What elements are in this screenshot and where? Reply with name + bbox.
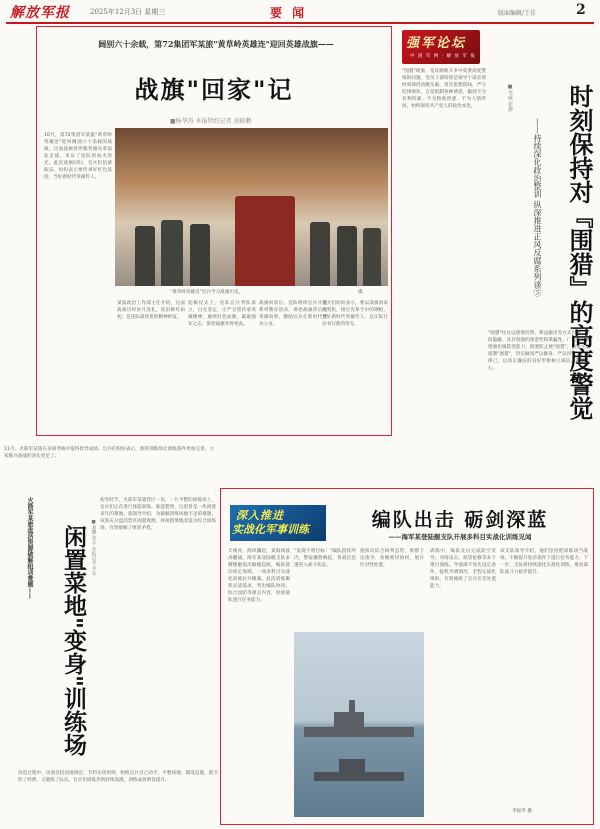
top-article-photo[interactable] (115, 128, 388, 286)
soldier-figure (161, 220, 183, 286)
top-article-column: 某旅政治工作部主任介绍，这面战旗历经岁月洗礼，依旧鲜红如初，是连队最珍贵的精神财富。 (117, 301, 185, 320)
photo-caption: "黄草岭英雄连"官兵学习战旗历史。 (170, 290, 244, 295)
left-article-headline[interactable]: 闲置菜地"变身"训练场 (60, 525, 86, 756)
top-article-column: 官兵们纷纷表示，要以战旗回家为契机，接过先辈手中的钢枪，当好新时代英雄传人，以实际行动书写新的荣光。 (322, 301, 388, 327)
bottom-article-column: 训练中，编队先后完成防空反导、对海攻击、损管抢修等多个课目演练。导演部不预先设定条件，临机导调情况，全程实战化组织，有效锤炼了官兵应急处置能力。 (430, 549, 496, 589)
ship-hull (304, 727, 414, 737)
soldier-figure (310, 222, 330, 286)
forum-title: 强军论坛 (406, 36, 467, 51)
left-article-byline: ■刘鹏 张宇 本报记者 李东 (91, 520, 96, 576)
left-article-body: 改造过程中，该旅坚持因地制宜、节约实用原则，组织官兵自己动手，平整场地、铺设设施，既节约了经费，又锻炼了队伍，官兵们训练热情持续高涨，训练成效明显提升。 (18, 771, 218, 783)
soldier-figure (135, 226, 155, 286)
top-article-headline[interactable]: 战旗"回家"记 (134, 76, 294, 104)
bottom-article-column: 该支队领导介绍，他们坚持把训练场当战场，不断提升复杂条件下遂行任务能力。下一步，支队将持续深化实战化训练，推动部队战斗力稳步提升。 (500, 549, 588, 575)
page-number: 2 (576, 2, 586, 18)
photo-source: 李振华 摄 (512, 809, 532, 814)
top-article-kicker: 阔别六十余载，第72集团军某旅"黄草岭英雄连"迎回英雄战旗—— (98, 39, 334, 49)
bottom-article-column: 天刚亮，海风骤起，某海域波涛翻涌。海军某登陆舰支队多艘舰艇依次解缆起航，编队驶向预定海域，一场多科目实战化训练拉开帷幕。此次训练聚焦实战需求，突出编队协同、综合攻防等重点内容，检验部队遂行任务能力。 (228, 549, 290, 603)
commentary-headline[interactable]: 时刻保持对『围猎』的高度警觉 (565, 84, 593, 420)
forum-subtitle: 中 国 军 网 · 解 放 军 报 (410, 54, 476, 59)
ship-hull (314, 772, 404, 781)
masthead-rule (6, 22, 594, 24)
left-article-continued: 11月，火箭军某旅在多项考核中取得优异成绩。官兵们纷纷表示，新的训练场让训练条件更加完善，大家练兵备战的劲头更足了。 (4, 447, 214, 459)
newspaper-logo: 解放军报 (10, 5, 70, 21)
top-article-column: 迎旗仪式上，连队官兵列队肃立，目光坚定，庄严宣誓传承英雄精神，赓续红色血脉，砥砺强军之志，誓把战旗举得更高。 (188, 301, 256, 327)
bottom-article-headline[interactable]: 编队出击 砺剑深蓝 (371, 509, 549, 531)
top-article-lead: 10月，第72集团军某旅"黄草岭英雄连"迎回阔别六十余载的战旗。这面战旗曾伴随英雄先辈南征北战，见证了连队的血火荣光。此次战旗回归，官兵们倍感振奋，纷纷表示要传承好红色基因，当好新时代英雄传人。 (44, 133, 112, 180)
soldier-figure (337, 226, 357, 286)
commentary-subhead: ——持续深化政治整训 纵深推进正风反腐系列谈⑤ (533, 118, 542, 297)
commentary-body: "围猎"往往以感情投资、利益输送等方式出现，手段隐蔽，具有很强的迷惑性和欺骗性。广大官兵要增强拒腐防变能力，既要防止被"围猎"，也要主动抵制"围猎"，切实做到严以修身、严以用权、严以律己，以清正廉洁的良好形象树立威信、凝聚人心。 (488, 331, 590, 371)
issue-date: 2025年12月3日 星期三 (90, 8, 166, 16)
left-article-body: 初冬时节，火箭军某旅营区一角，一片平整的训练场上，官兵们正在进行体能训练。谁能想到，这里曾是一块闲置多年的菜地。旅领导介绍，为破解训练场地不足的难题，该旅充分盘活营区闲置资源，将闲置菜地改造为综合训练场，有效缓解了组训矛盾。 (100, 498, 216, 531)
bottom-article-column: "发现不明目标！"编队指挥所内，警报骤然响起，各战位迅速进入战斗状态。 (294, 549, 356, 568)
ship-mast (349, 700, 355, 714)
bottom-article-column: 指挥员综合研判态势，果断下达指令，各舰密切协同，展开针对性处置。 (360, 549, 424, 568)
training-badge-line2: 实战化军事训练 (232, 523, 309, 536)
section-title: 要 闻 (270, 6, 308, 20)
commentary-byline: ■李威 张静 (507, 84, 513, 112)
left-article-kicker: 火箭军某旅盘活资源破解组训难题—— (26, 497, 33, 599)
ship-superstructure (334, 712, 364, 728)
training-badge-line1: 深入推进 (236, 509, 284, 522)
bottom-article-subhead: ——海军某登陆舰支队开展多科目实战化训练见闻 (388, 533, 532, 541)
photo-credit: 摄 (358, 290, 363, 295)
soldier-figure (363, 228, 381, 286)
top-article-byline: ■杨华涛 本报特约记者 黄振鹏 (170, 118, 252, 125)
flag-display-case (235, 196, 295, 286)
top-article-column: 战旗回家后，连队组织官兵开展系列教育活动，讲述战旗背后的英雄故事，激励官兵在新时代建功立业。 (259, 301, 327, 327)
soldier-figure (190, 224, 210, 286)
commentary-body: "围猎"现象，是反腐败斗争中需要高度警惕的问题。党员干部特别是领导干部必须时刻保持清醒头脑，筑牢思想防线，严守纪律规矩，自觉抵制各种诱惑，做到不为名利所累、不为物欲所惑、不为人情所困，始终保持共产党人的政治本色。 (402, 69, 486, 109)
ship-superstructure (339, 759, 365, 773)
page-editor: 版面编辑/王佳 (498, 10, 537, 17)
masthead (0, 0, 600, 22)
warship-photo[interactable] (294, 632, 424, 817)
